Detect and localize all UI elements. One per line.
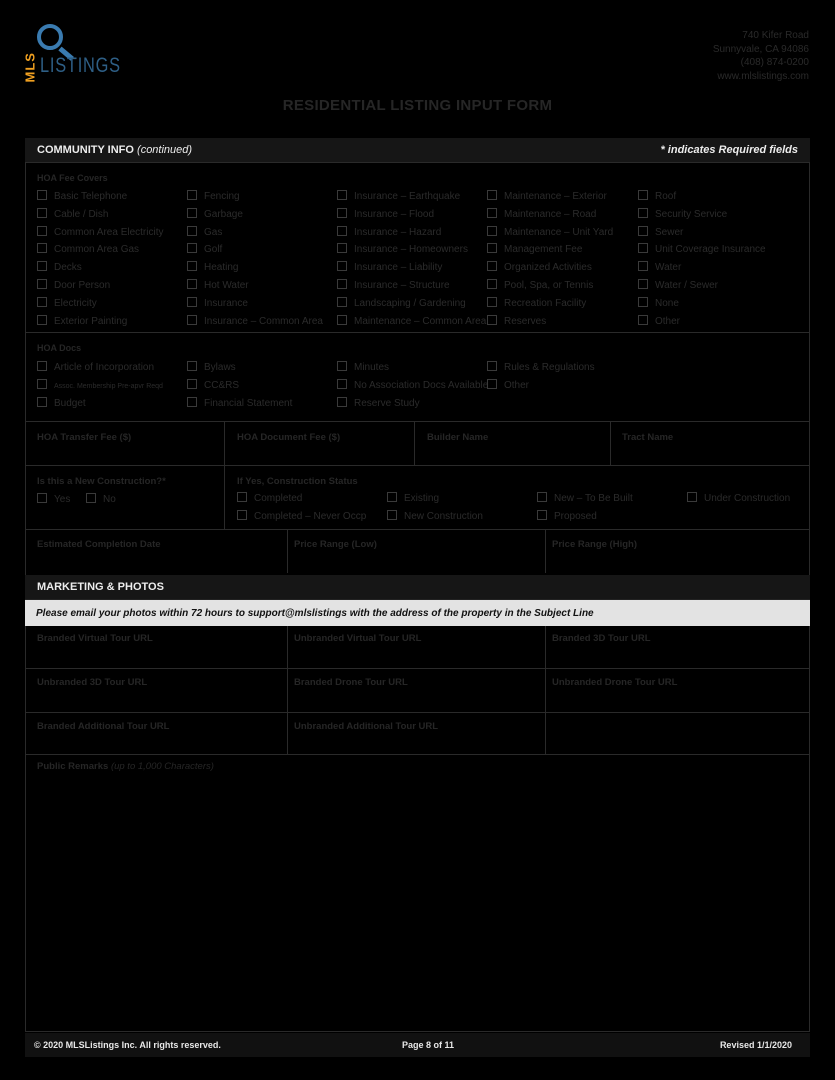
checkbox-label: Maintenance – Common Area xyxy=(354,315,487,327)
checkbox-label: Maintenance – Unit Yard xyxy=(504,226,614,238)
marketing-header xyxy=(25,575,810,600)
form-title: RESIDENTIAL LISTING INPUT FORM xyxy=(282,97,553,114)
column-divider xyxy=(287,626,288,754)
checkbox-option[interactable] xyxy=(187,208,243,220)
photo-email-note-text: Please email your photos within 72 hours to support@mlslistings with the address of the property in the Subject Line xyxy=(36,608,594,619)
checkbox-label: Insurance – Homeowners xyxy=(354,244,468,256)
checkbox-option[interactable] xyxy=(337,297,466,309)
checkbox[interactable] xyxy=(638,243,648,253)
checkbox-option[interactable] xyxy=(337,190,460,202)
checkbox-label: Other xyxy=(655,315,681,327)
checkbox-label: Management Fee xyxy=(504,244,583,256)
checkbox-label: Water / Sewer xyxy=(655,280,718,291)
checkbox-option[interactable] xyxy=(487,226,613,238)
column-divider xyxy=(414,421,415,465)
column-divider xyxy=(545,529,546,573)
checkbox[interactable] xyxy=(37,379,47,389)
checkbox[interactable] xyxy=(337,208,347,218)
checkbox-label: Insurance – Structure xyxy=(354,280,450,291)
divider xyxy=(25,754,810,755)
checkbox[interactable] xyxy=(187,361,197,371)
checkbox[interactable] xyxy=(337,279,347,289)
hoa-fee-heading: HOA Fee Covers xyxy=(37,173,108,183)
checkbox-option[interactable] xyxy=(638,208,727,220)
checkbox-label: Door Person xyxy=(54,280,111,291)
checkbox-label: Financial Statement xyxy=(204,397,293,409)
checkbox-option[interactable] xyxy=(187,190,240,202)
required-note: * indicates Required fields xyxy=(660,144,798,156)
checkbox-label: Reserve Study xyxy=(354,397,420,409)
checkbox-label: Budget xyxy=(54,397,86,409)
logo-mls-text: MLS xyxy=(22,52,38,83)
estimated-completion-date-label: Estimated Completion Date xyxy=(37,539,161,550)
branded-drone-tour-label: Branded Drone Tour URL xyxy=(294,677,408,688)
checkbox-label: Proposed xyxy=(554,511,597,522)
checkbox-option[interactable] xyxy=(337,243,468,255)
checkbox-option[interactable] xyxy=(487,190,607,202)
price-range-high-label: Price Range (High) xyxy=(552,539,637,550)
checkbox-label: Completed xyxy=(254,493,303,504)
checkbox-option[interactable] xyxy=(638,243,766,255)
builder-name-label: Builder Name xyxy=(427,432,489,443)
checkbox-option[interactable] xyxy=(337,279,450,291)
checkbox[interactable] xyxy=(37,261,47,271)
checkbox[interactable] xyxy=(337,297,347,307)
checkbox-option[interactable] xyxy=(37,243,139,255)
checkbox[interactable] xyxy=(487,243,497,253)
new-construction-question: Is this a New Construction?* xyxy=(37,476,166,487)
column-divider xyxy=(224,421,225,529)
checkbox-option[interactable] xyxy=(337,226,441,238)
checkbox[interactable] xyxy=(487,379,497,389)
checkbox-label: Assoc. Membership Pre-apvr Reqd xyxy=(54,382,163,390)
checkbox[interactable] xyxy=(487,315,497,325)
checkbox-option[interactable] xyxy=(638,261,681,273)
checkbox-label: Heating xyxy=(204,262,239,274)
checkbox[interactable] xyxy=(187,297,197,307)
checkbox-label: Article of Incorporation xyxy=(54,362,155,373)
checkbox[interactable] xyxy=(487,361,497,371)
checkbox[interactable] xyxy=(337,243,347,253)
divider xyxy=(25,332,810,333)
logo-mls xyxy=(22,32,38,82)
checkbox-option[interactable] xyxy=(37,261,82,273)
public-remarks-limit: (up to 1,000 Characters) xyxy=(110,761,214,772)
checkbox-option[interactable] xyxy=(37,315,127,327)
hoa-docs-heading: HOA Docs xyxy=(37,343,82,353)
checkbox[interactable] xyxy=(37,493,47,503)
checkbox-label: Existing xyxy=(404,493,440,504)
checkbox-option[interactable] xyxy=(487,208,596,220)
checkbox[interactable] xyxy=(487,208,497,218)
checkbox-option[interactable] xyxy=(337,361,389,373)
checkbox-label: Insurance xyxy=(204,297,248,309)
checkbox-option[interactable] xyxy=(487,243,582,255)
construction-status-heading: If Yes, Construction Status xyxy=(237,476,358,487)
branded-additional-tour-label: Branded Additional Tour URL xyxy=(37,721,170,732)
column-divider xyxy=(545,626,546,754)
address-street: 740 Kifer Road xyxy=(742,30,809,41)
checkbox-label: Gas xyxy=(204,226,223,238)
checkbox-option[interactable] xyxy=(337,315,486,327)
checkbox[interactable] xyxy=(638,297,648,307)
checkbox-label: Golf xyxy=(204,244,223,256)
checkbox-label: None xyxy=(655,297,679,309)
checkbox-label: Common Area Electricity xyxy=(54,226,164,238)
tract-name-label: Tract Name xyxy=(622,432,674,443)
checkbox-label: Electricity xyxy=(54,297,97,309)
checkbox-label: Insurance – Liability xyxy=(354,262,443,274)
checkbox-label: Maintenance – Road xyxy=(504,208,597,220)
checkbox[interactable] xyxy=(487,226,497,236)
checkbox-label: Water xyxy=(655,262,682,274)
checkbox-option[interactable] xyxy=(638,190,676,202)
address-city: Sunnyvale, CA 94086 xyxy=(712,43,809,55)
checkbox-option[interactable] xyxy=(187,279,249,291)
unbranded-additional-tour-label: Unbranded Additional Tour URL xyxy=(294,721,439,732)
checkbox-label: Recreation Facility xyxy=(504,297,587,309)
public-remarks-label xyxy=(37,761,214,772)
checkbox-label: Minutes xyxy=(354,362,390,373)
address-website: www.mlslistings.com xyxy=(717,70,809,82)
checkbox[interactable] xyxy=(187,279,197,289)
address-phone: (408) 874-0200 xyxy=(740,57,809,68)
checkbox-label: Sewer xyxy=(655,226,684,238)
checkbox[interactable] xyxy=(487,261,497,271)
checkbox-option[interactable] xyxy=(687,492,790,504)
checkbox-label: Security Service xyxy=(655,208,728,220)
checkbox-option[interactable] xyxy=(187,297,248,309)
checkbox-label: Exterior Painting xyxy=(54,315,128,327)
checkbox-label: Roof xyxy=(655,191,677,202)
new-construction-yes[interactable] xyxy=(37,493,70,505)
checkbox-label: Common Area Gas xyxy=(54,244,140,256)
checkbox-label: Reserves xyxy=(504,315,547,327)
checkbox-option[interactable] xyxy=(187,397,292,409)
branded-3d-tour-label: Branded 3D Tour URL xyxy=(552,633,651,644)
checkbox[interactable] xyxy=(487,190,497,200)
unbranded-virtual-tour-label: Unbranded Virtual Tour URL xyxy=(294,633,422,644)
column-divider xyxy=(287,529,288,573)
checkbox-label: Completed – Never Occp xyxy=(254,511,367,522)
checkbox-label: Basic Telephone xyxy=(54,191,128,202)
checkbox-label: CC&RS xyxy=(204,379,240,391)
checkbox[interactable] xyxy=(37,208,47,218)
footer-revised-date: Revised 1/1/2020 xyxy=(719,1040,792,1050)
unbranded-3d-tour-label: Unbranded 3D Tour URL xyxy=(37,677,148,688)
checkbox[interactable] xyxy=(187,243,197,253)
checkbox[interactable] xyxy=(37,297,47,307)
checkbox[interactable] xyxy=(37,315,47,325)
checkbox-option[interactable] xyxy=(187,379,239,391)
checkbox[interactable] xyxy=(487,297,497,307)
checkbox-label: Bylaws xyxy=(204,362,236,373)
checkbox-option[interactable] xyxy=(487,279,593,291)
checkbox-label: Insurance – Earthquake xyxy=(354,191,461,202)
checkbox-option[interactable] xyxy=(187,361,236,373)
checkbox-option[interactable] xyxy=(487,261,592,273)
hoa-document-fee-label: HOA Document Fee ($) xyxy=(237,432,341,443)
checkbox-option[interactable] xyxy=(187,261,238,273)
public-remarks-textarea[interactable] xyxy=(26,775,809,1031)
footer-copyright: © 2020 MLSListings Inc. All rights reserved. xyxy=(34,1040,221,1050)
checkbox-option[interactable] xyxy=(487,379,529,391)
checkbox-label: Under Construction xyxy=(704,493,791,504)
company-address xyxy=(713,29,809,83)
checkbox-option[interactable] xyxy=(487,315,546,327)
checkbox-option[interactable] xyxy=(187,315,323,327)
page-footer xyxy=(25,1033,810,1057)
checkbox-option[interactable] xyxy=(337,261,442,273)
divider xyxy=(25,529,810,530)
magnifier-icon xyxy=(37,24,63,50)
checkbox-label: Decks xyxy=(54,262,82,274)
divider xyxy=(25,712,810,713)
checkbox[interactable] xyxy=(187,226,197,236)
checkbox[interactable] xyxy=(86,493,96,503)
checkbox[interactable] xyxy=(638,261,648,271)
checkbox-label: Rules & Regulations xyxy=(504,362,595,373)
checkbox[interactable] xyxy=(187,190,197,200)
checkbox[interactable] xyxy=(387,492,397,502)
checkbox-option[interactable] xyxy=(37,379,163,390)
checkbox[interactable] xyxy=(187,397,197,407)
checkbox-option[interactable] xyxy=(638,297,679,309)
checkbox[interactable] xyxy=(37,190,47,200)
checkbox-label: Insurance – Flood xyxy=(354,208,435,220)
checkbox[interactable] xyxy=(37,243,47,253)
community-info-header xyxy=(25,138,810,163)
checkbox-option[interactable] xyxy=(187,226,222,238)
checkbox-option[interactable] xyxy=(638,315,680,327)
checkbox-label: Cable / Dish xyxy=(54,208,109,220)
checkbox-label: Unit Coverage Insurance xyxy=(655,244,766,256)
checkbox-option[interactable] xyxy=(37,190,127,202)
checkbox-option[interactable] xyxy=(237,510,366,522)
checkbox[interactable] xyxy=(487,279,497,289)
checkbox[interactable] xyxy=(37,397,47,407)
checkbox-label: Pool, Spa, or Tennis xyxy=(504,280,594,291)
unbranded-drone-tour-label: Unbranded Drone Tour URL xyxy=(552,677,678,688)
checkbox-option[interactable] xyxy=(537,510,597,522)
checkbox[interactable] xyxy=(387,510,397,520)
checkbox-label: No Association Docs Available xyxy=(354,379,489,391)
checkbox-option[interactable] xyxy=(37,297,97,309)
checkbox-option[interactable] xyxy=(187,243,222,255)
branded-virtual-tour-label: Branded Virtual Tour URL xyxy=(37,633,153,644)
divider xyxy=(25,421,810,422)
checkbox[interactable] xyxy=(37,226,47,236)
checkbox[interactable] xyxy=(337,190,347,200)
checkbox-option[interactable] xyxy=(37,397,86,409)
checkbox-option[interactable] xyxy=(638,226,683,238)
checkbox[interactable] xyxy=(337,397,347,407)
checkbox-option[interactable] xyxy=(337,379,488,391)
checkbox[interactable] xyxy=(337,261,347,271)
checkbox-option[interactable] xyxy=(638,279,718,291)
checkbox-option[interactable] xyxy=(37,208,108,220)
checkbox[interactable] xyxy=(237,492,247,502)
checkbox[interactable] xyxy=(638,190,648,200)
checkbox-label: Insurance – Hazard xyxy=(354,226,442,238)
checkbox-option[interactable] xyxy=(237,492,302,504)
checkbox-option[interactable] xyxy=(537,492,633,504)
checkbox-option[interactable] xyxy=(387,492,439,504)
community-label-text: COMMUNITY INFO xyxy=(37,144,134,156)
hoa-transfer-fee-label: HOA Transfer Fee ($) xyxy=(37,432,132,443)
checkbox[interactable] xyxy=(337,315,347,325)
checkbox[interactable] xyxy=(337,361,347,371)
checkbox-label: Organized Activities xyxy=(504,262,592,274)
checkbox-label: Other xyxy=(504,379,530,391)
checkbox[interactable] xyxy=(187,379,197,389)
logo-listings-text: LISTINGS xyxy=(40,54,121,77)
checkbox-label: Yes xyxy=(54,494,71,505)
checkbox[interactable] xyxy=(638,279,648,289)
checkbox-label: Landscaping / Gardening xyxy=(354,297,466,309)
checkbox[interactable] xyxy=(337,379,347,389)
checkbox[interactable] xyxy=(687,492,697,502)
checkbox[interactable] xyxy=(187,315,197,325)
checkbox[interactable] xyxy=(638,226,648,236)
new-construction-no[interactable] xyxy=(86,493,116,505)
checkbox-option[interactable] xyxy=(487,361,595,373)
checkbox-label: Insurance – Common Area xyxy=(204,315,323,327)
checkbox-label: Hot Water xyxy=(204,280,249,291)
checkbox-option[interactable] xyxy=(387,510,483,522)
checkbox[interactable] xyxy=(237,510,247,520)
checkbox-option[interactable] xyxy=(37,361,154,373)
photo-email-note xyxy=(25,600,810,626)
footer-page-number: Page 8 of 11 xyxy=(402,1040,455,1050)
checkbox[interactable] xyxy=(537,492,547,502)
checkbox[interactable] xyxy=(638,315,648,325)
checkbox[interactable] xyxy=(537,510,547,520)
checkbox[interactable] xyxy=(187,208,197,218)
column-divider xyxy=(610,421,611,465)
community-info-label xyxy=(37,144,192,156)
mlslistings-logo xyxy=(22,24,142,84)
checkbox-label: New Construction xyxy=(404,511,483,522)
checkbox[interactable] xyxy=(37,279,47,289)
divider xyxy=(25,465,810,466)
checkbox[interactable] xyxy=(337,226,347,236)
checkbox-option[interactable] xyxy=(37,279,110,291)
price-range-low-label: Price Range (Low) xyxy=(294,539,377,550)
checkbox-option[interactable] xyxy=(37,226,163,238)
checkbox-label: No xyxy=(103,494,116,505)
checkbox-label: Maintenance – Exterior xyxy=(504,191,607,202)
checkbox[interactable] xyxy=(187,261,197,271)
checkbox-option[interactable] xyxy=(337,208,434,220)
checkbox-label: New – To Be Built xyxy=(554,493,633,504)
checkbox-option[interactable] xyxy=(487,297,586,309)
checkbox-label: Garbage xyxy=(204,208,243,220)
checkbox-label: Fencing xyxy=(204,191,240,202)
public-remarks-text: Public Remarks xyxy=(37,761,109,772)
checkbox[interactable] xyxy=(638,208,648,218)
checkbox[interactable] xyxy=(37,361,47,371)
marketing-label: MARKETING & PHOTOS xyxy=(37,581,164,593)
community-label-suffix: (continued) xyxy=(137,144,193,156)
divider xyxy=(25,668,810,669)
checkbox-option[interactable] xyxy=(337,397,420,409)
